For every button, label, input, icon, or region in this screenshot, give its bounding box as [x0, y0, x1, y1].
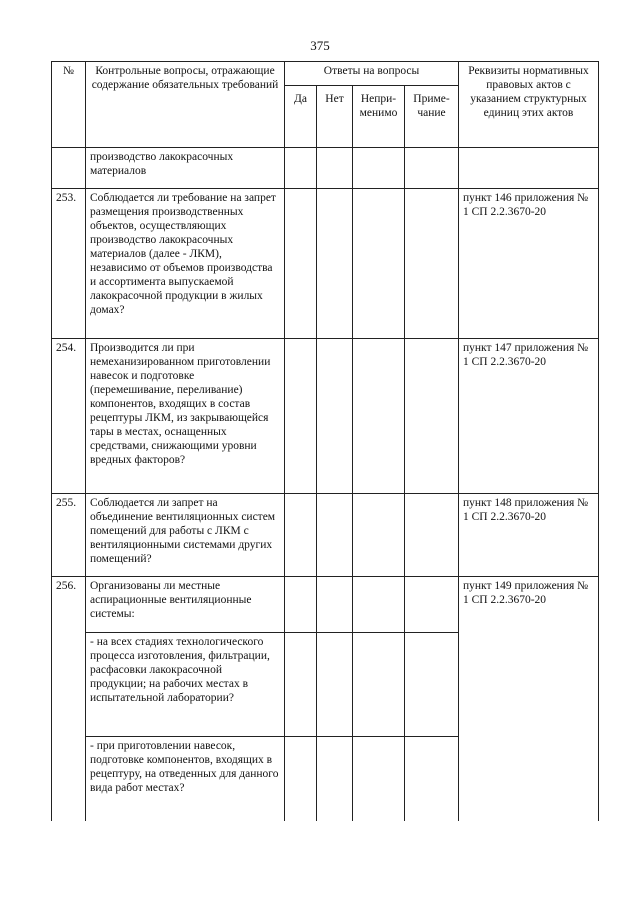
- row-num: 255.: [52, 494, 86, 577]
- header-answers: Ответы на вопросы: [285, 62, 459, 86]
- row-num: 256.: [52, 577, 86, 821]
- answer-na-cell[interactable]: [353, 737, 405, 821]
- table-row: [52, 339, 599, 494]
- answer-yes-cell[interactable]: [285, 577, 317, 633]
- row-ref: пункт 147 приложения № 1 СП 2.2.3670-20: [459, 339, 599, 494]
- answer-na-cell[interactable]: [353, 189, 405, 339]
- checklist-table: [51, 61, 599, 821]
- answer-note-cell[interactable]: [405, 577, 459, 633]
- answer-na-cell[interactable]: [353, 633, 405, 737]
- answer-na-cell[interactable]: [353, 339, 405, 494]
- header-no: Нет: [317, 86, 353, 148]
- table-row: [52, 494, 599, 577]
- answer-na-cell[interactable]: [353, 577, 405, 633]
- answer-na-cell[interactable]: [353, 494, 405, 577]
- answer-note-cell[interactable]: [405, 339, 459, 494]
- answer-no-cell[interactable]: [317, 494, 353, 577]
- row-num: 253.: [52, 189, 86, 339]
- row-question: Соблюдается ли запрет на объединение вентиляционных систем помещений для работы с ЛКМ с вентиляционными системами других помещений?: [86, 494, 285, 577]
- answer-no-cell[interactable]: [317, 189, 353, 339]
- answer-note-cell[interactable]: [405, 633, 459, 737]
- row-ref: пункт 149 приложения № 1 СП 2.2.3670-20: [459, 577, 599, 821]
- row-question: Соблюдается ли требование на запрет размещения производственных объектов, осуществляющих производство лакокрасочных материалов (далее - ЛКМ), независимо от объемов производства и ассортимента выпускаемой лакокрасочной продукции в жилых домах?: [86, 189, 285, 339]
- answer-note-cell[interactable]: [405, 494, 459, 577]
- answer-no-cell[interactable]: [317, 633, 353, 737]
- section-row: [52, 148, 599, 189]
- section-title: производство лакокрасочных материалов: [86, 148, 285, 189]
- page-number: 375: [310, 38, 330, 53]
- answer-yes-cell[interactable]: [285, 189, 317, 339]
- row-question: Производится ли при немеханизированном приготовлении навесок и подготовке (перемешивание, переливание) компонентов, входящих в состав рецептуры ЛКМ, из закрывающейся тары в местах, оснащенных средствами, снижающими уровни вредных факторов?: [86, 339, 285, 494]
- answer-no-cell[interactable]: [317, 577, 353, 633]
- answer-no-cell[interactable]: [317, 339, 353, 494]
- answer-note-cell[interactable]: [405, 189, 459, 339]
- answer-yes-cell[interactable]: [285, 737, 317, 821]
- row-question: Организованы ли местные аспирационные вентиляционные системы:: [86, 577, 285, 633]
- header-num: №: [52, 62, 86, 148]
- row-ref: пункт 146 приложения № 1 СП 2.2.3670-20: [459, 189, 599, 339]
- header-row: [52, 62, 599, 86]
- answer-note-cell[interactable]: [405, 737, 459, 821]
- answer-yes-cell[interactable]: [285, 339, 317, 494]
- header-note: Приме-чание: [405, 86, 459, 148]
- header-yes: Да: [285, 86, 317, 148]
- header-na: Непри-менимо: [353, 86, 405, 148]
- row-num: 254.: [52, 339, 86, 494]
- subrow-question: - на всех стадиях технологического процесса изготовления, фильтрации, расфасовки лакокрасочной продукции; на рабочих местах в испытательной лаборатории?: [86, 633, 285, 737]
- section-num: [52, 148, 86, 189]
- table-row: [52, 577, 599, 633]
- answer-no-cell[interactable]: [317, 737, 353, 821]
- row-ref: пункт 148 приложения № 1 СП 2.2.3670-20: [459, 494, 599, 577]
- header-question: Контрольные вопросы, отражающие содержание обязательных требований: [86, 62, 285, 148]
- header-requisites: Реквизиты нормативных правовых актов с указанием структурных единиц этих актов: [459, 62, 599, 148]
- table-row: [52, 189, 599, 339]
- answer-yes-cell[interactable]: [285, 633, 317, 737]
- subrow-question: - при приготовлении навесок, подготовке компонентов, входящих в рецептуру, на отведенных для данного вида работ местах?: [86, 737, 285, 821]
- answer-yes-cell[interactable]: [285, 494, 317, 577]
